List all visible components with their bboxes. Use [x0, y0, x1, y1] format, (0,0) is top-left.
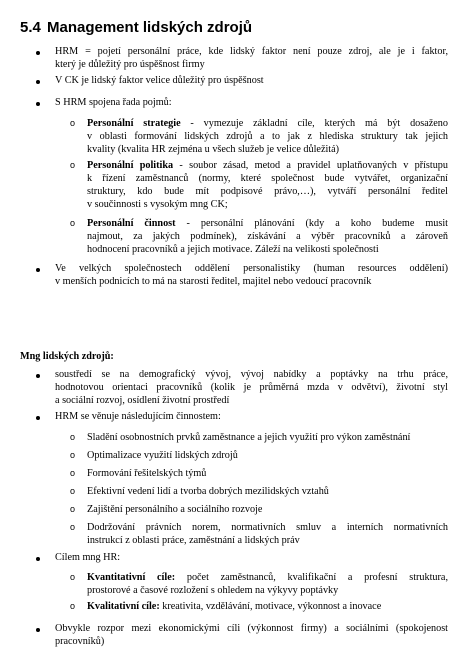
line: který je důležitý pro úspěšnost firmy — [55, 59, 205, 70]
bullet — [36, 416, 40, 420]
bullet — [36, 80, 40, 84]
line: Efektivní vedení lidí a tvorba dobrých mezilidských vztahů — [87, 486, 329, 497]
line: Personální strategie - vymezuje základní cíle, kterých má být dosaženo — [87, 118, 448, 129]
sub-bullet: o — [70, 468, 76, 478]
sub-bullet: o — [70, 432, 76, 442]
line: pracovníků) — [55, 636, 105, 647]
section-heading — [20, 19, 252, 37]
line: k řízení zaměstnanců (normy, které společnost bude vytvářet, organizační — [87, 173, 448, 184]
line: Personální činnost - personální plánování (kdy a koho budeme musit — [87, 218, 448, 229]
bullet — [36, 374, 40, 378]
line: Personální politika - soubor zásad, metod a pravidel uplatňovaných v přístupu — [87, 160, 448, 171]
bullet — [36, 51, 40, 55]
term: Personální politika — [87, 160, 174, 171]
line: Obvykle rozpor mezi ekonomickými cíli (výkonnost firmy) a sociálními (spokojenost — [55, 623, 448, 634]
term: Personální strategie — [87, 118, 181, 129]
line: kvality (kvalita HR zejména u všech služeb je velice důležitá) — [87, 144, 340, 155]
line: v menších podnicích to má na starosti ředitel, majitel nebo vedoucí pracovník — [55, 276, 372, 287]
bullet — [36, 102, 40, 106]
bullet — [36, 628, 40, 632]
line: Zajištění personálního a sociálního rozvoje — [87, 504, 263, 515]
section-title: Management lidských zdrojů — [47, 19, 253, 36]
sub-bullet: o — [70, 522, 76, 532]
line: struktury, kdo bude mít podpisové právo,…), vytváří personální ředitel — [87, 186, 448, 197]
line: Optimalizace využití lidských zdrojů — [87, 450, 238, 461]
section-number: 5.4 — [20, 19, 41, 36]
sub-bullet: o — [70, 118, 76, 128]
line: Formování řešitelských týmů — [87, 468, 207, 479]
line: S HRM spojena řada pojmů: — [55, 97, 172, 108]
term: Kvantitativní cíle: — [87, 572, 176, 583]
line: Sladění osobnostních prvků zaměstnance a jejich využití pro výkon zaměstnání — [87, 432, 411, 443]
sub-bullet: o — [70, 450, 76, 460]
line: instrukcí z oblasti práce, zaměstnání a lidských práv — [87, 535, 300, 546]
line: Kvalitativní cíle: kreativita, vzdělávání, motivace, výkonnost a inovace — [87, 601, 382, 612]
line: Cílem mng HR: — [55, 552, 121, 563]
line: v součinnosti s vysokým mng CK; — [87, 199, 228, 210]
line: Kvantitativní cíle: počet zaměstnanců, kvalifikační a profesní struktura, — [87, 572, 448, 583]
line: najmout, za jakých podmínek), získávání a výběr pracovníků a zároveň — [87, 231, 448, 242]
sub-bullet: o — [70, 572, 76, 582]
line: hodnotovou orientaci pracovníků (kolik je průměrná mzda v odvětví), životní styl — [55, 382, 448, 393]
line: HRM = pojetí personální práce, kde lidský faktor není pouze zdroj, ale je i faktor, — [55, 46, 448, 57]
subheading: Mng lidských zdrojů: — [20, 351, 114, 362]
line: HRM se věnuje následujícím činnostem: — [55, 411, 221, 422]
sub-bullet: o — [70, 160, 76, 170]
sub-bullet: o — [70, 218, 76, 228]
line: Ve velkých společnostech oddělení personalistiky (human resources oddělení) — [55, 263, 448, 274]
line: prostorové a časové rozložení s ohledem na výkyvy poptávky — [87, 585, 339, 596]
bullet — [36, 268, 40, 272]
line: a sociální rozvoj, osídlení životní prostředí — [55, 395, 230, 406]
line: hodnocení pracovníků a jejich motivace. Záleží na velikosti společnosti — [87, 244, 379, 255]
line: soustředí se na demografický vývoj, vývoj nabídky a poptávky na trhu práce, — [55, 369, 448, 380]
line: Dodržování právních norem, normativních smluv a interních normativních — [87, 522, 448, 533]
sub-bullet: o — [70, 601, 76, 611]
sub-bullet: o — [70, 504, 76, 514]
term: Personální činnost — [87, 218, 176, 229]
bullet — [36, 557, 40, 561]
term: Kvalitativní cíle: — [87, 601, 160, 612]
line: V CK je lidský faktor velice důležitý pro úspěšnost — [55, 75, 264, 86]
sub-bullet: o — [70, 486, 76, 496]
line: v oblasti formování lidských zdrojů a to jak z hlediska struktury tak jejich — [87, 131, 448, 142]
